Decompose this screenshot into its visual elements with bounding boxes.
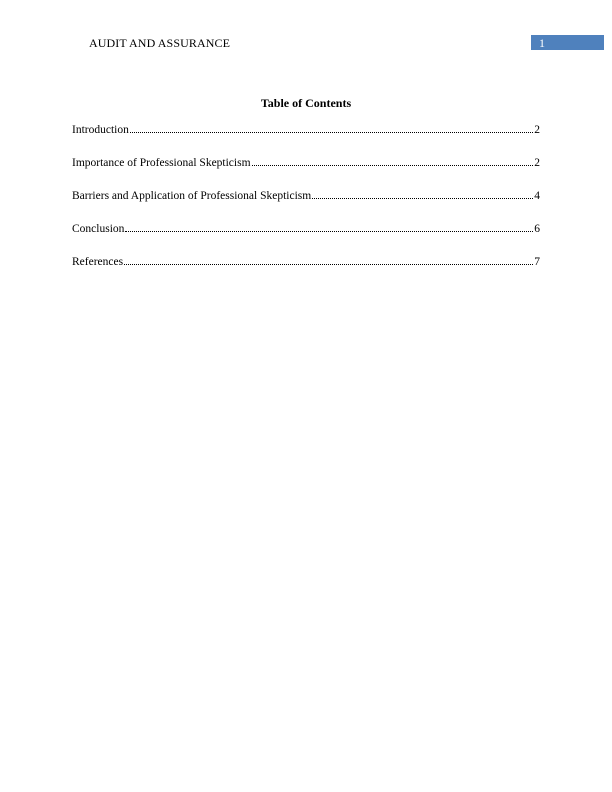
toc-entry-page: 2 [534, 124, 540, 136]
dot-leader [312, 197, 533, 199]
toc-entry-introduction[interactable] [72, 123, 540, 156]
dot-leader [252, 164, 534, 166]
toc-entry-conclusion[interactable] [72, 222, 540, 255]
toc-entry-label: Importance of Professional Skepticism [72, 157, 251, 169]
toc-entry-label: References [72, 256, 124, 268]
dot-leader [124, 263, 533, 265]
toc-list [72, 123, 540, 288]
running-head: AUDIT AND ASSURANCE [89, 36, 231, 50]
toc-entry-label: Introduction [72, 124, 129, 136]
toc-entry-page: 4 [534, 190, 540, 202]
toc-entry-page: 7 [534, 256, 540, 268]
toc-entry-barriers[interactable] [72, 189, 540, 222]
toc-entry-page: 2 [534, 157, 540, 169]
dot-leader [130, 131, 533, 133]
page-number-bar [531, 35, 604, 50]
page-number: 1 [539, 36, 545, 50]
toc-title: Table of Contents [260, 96, 352, 110]
dot-leader [125, 230, 533, 232]
toc-entry-label: Barriers and Application of Professional Skepticism [72, 190, 312, 202]
toc-entry-references[interactable] [72, 255, 540, 288]
toc-entry-importance[interactable] [72, 156, 540, 189]
toc-entry-label: Conclusion [72, 223, 125, 235]
toc-entry-page: 6 [534, 223, 540, 235]
